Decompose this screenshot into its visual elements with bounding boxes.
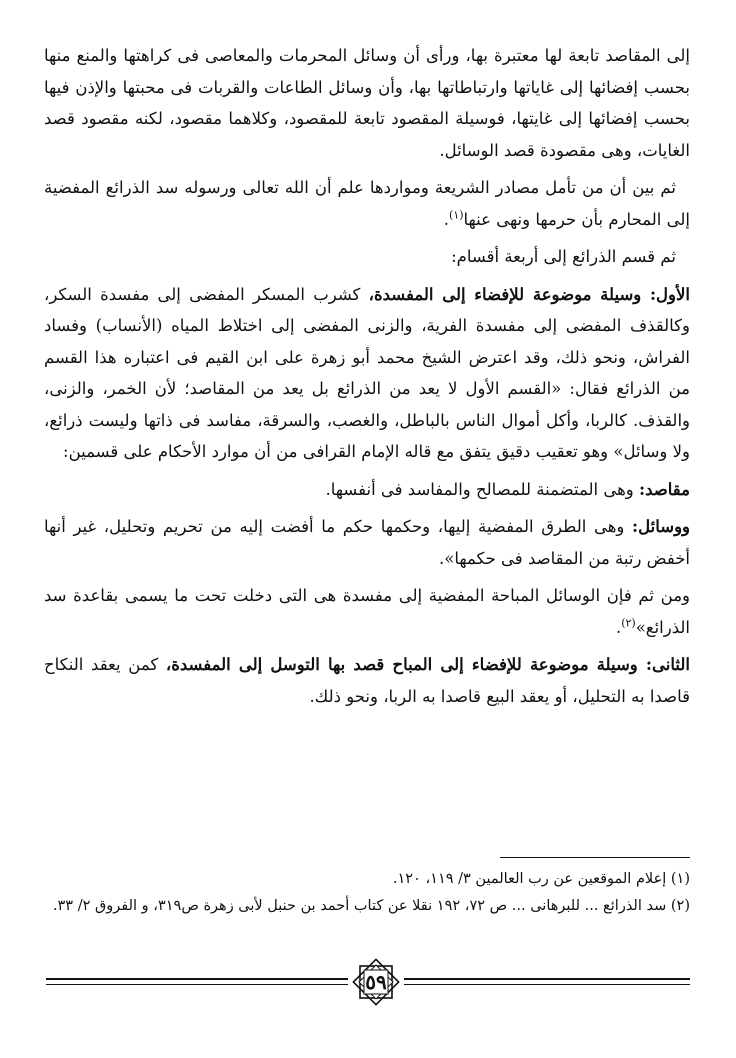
footnote-ref-1: (١) <box>448 208 464 221</box>
footnote-2: (٢) سد الذرائع ... للبرهانى ... ص ٧٢، ١٩٢ نقلا عن كتاب أحمد بن حنبل لأبى زهرة ص٣١٩، و الفروق ٢/ ٣٣. <box>52 898 690 914</box>
section-second-heading: الثانى: وسيلة موضوعة للإفضاء إلى المباح قصد بها التوسل إلى المفسدة، <box>165 655 690 674</box>
footnote-divider <box>500 857 690 858</box>
footnote-ref-2: (٢) <box>621 616 636 629</box>
page-number-ornament <box>348 954 404 1010</box>
definition-maqasid-term: مقاصد: <box>639 479 690 499</box>
section-second <box>44 649 690 712</box>
section-second-text: كمن يعقد النكاح قاصدا به التحليل، أو يعقد البيع قاصدا به الربا، ونحو ذلك. <box>44 655 690 706</box>
paragraph-intro: إلى المقاصد تابعة لها معتبرة بها، ورأى أن وسائل المحرمات والمعاصى فى كراهتها والمنع منها بحسب إفضائها إلى غاياتها وارتباطاتها بها، وأن وسائل الطاعات والقربات فى محبتها والإذن فيها بحسب إفضائها إلى غايتها، فوسيلة المقصود تابعة للمقصود، وكلاهما مقصود، لكنه مقصود قصد الغايات، وهى مقصودة قصد الوسائل. <box>44 46 690 160</box>
definition-maqasid <box>44 474 690 506</box>
body-text <box>44 40 690 718</box>
paragraph-division: ثم قسم الذرائع إلى أربعة أقسام: <box>451 247 676 266</box>
paragraph-consequence-text: ومن ثم فإن الوسائل المباحة المفضية إلى مفسدة هى التى دخلت تحت ما يسمى بقاعدة سد الذرائع» <box>44 586 690 637</box>
section-first <box>44 279 690 468</box>
definition-wasail-text: وهى الطرق المفضية إليها، وحكمها حكم ما أفضت إليه من تحريم وتحليل، غير أنها أخفض رتبة من المقاصد فى حكمها». <box>44 517 690 568</box>
definition-maqasid-text: وهى المتضمنة للمصالح والمفاسد فى أنفسها. <box>325 479 640 499</box>
page-number: ٥٩ <box>365 970 387 994</box>
footnotes <box>44 866 690 920</box>
paragraph-consequence: ومن ثم فإن الوسائل المباحة المفضية إلى مفسدة هى التى دخلت تحت ما يسمى بقاعدة سد الذرائع»$^{(٢)}$. <box>44 586 690 637</box>
paragraph-sources-text: ثم بين أن من تأمل مصادر الشريعة ومواردها علم أن الله تعالى ورسوله سد الذرائع المفضية إلى المحارم بأن حرمها ونهى عنها <box>44 178 690 229</box>
footnote-1: (١) إعلام الموقعين عن رب العالمين ٣/ ١١٩، ١٢٠. <box>392 871 690 887</box>
paragraph-sources: ثم بين أن من تأمل مصادر الشريعة ومواردها علم أن الله تعالى ورسوله سد الذرائع المفضية إلى المحارم بأن حرمها ونهى عنها$^{(١)}$. <box>44 178 690 229</box>
definition-wasail-term: ووسائل: <box>632 517 690 536</box>
section-first-text: كشرب المسكر المفضى إلى مفسدة السكر، وكالقذف المفضى إلى مفسدة الفرية، والزنى المفضى إلى اختلاط المياه (الأنساب) وفساد الفراش، ونحو ذلك، وقد اعترض الشيخ محمد أبو زهرة على ابن القيم فى اعتباره هذا القسم من الذرائع فقال: «القسم الأول لا يعد من الذرائع بل يعد من المقاصد؛ لأن الخمر، والزنى، والقذف. كالربا، وأكل أموال الناس بالباطل، والغصب، والسرقة، مفاسد فى ذاتها وليست ذرائع، ولا وسائل» وهو تعقيب دقيق يتفق مع قاله الإمام القرافى من أن موارد الأحكام على قسمين: <box>44 284 690 461</box>
section-first-heading: الأول: وسيلة موضوعة للإفضاء إلى المفسدة، <box>368 284 690 304</box>
definition-wasail <box>44 511 690 574</box>
